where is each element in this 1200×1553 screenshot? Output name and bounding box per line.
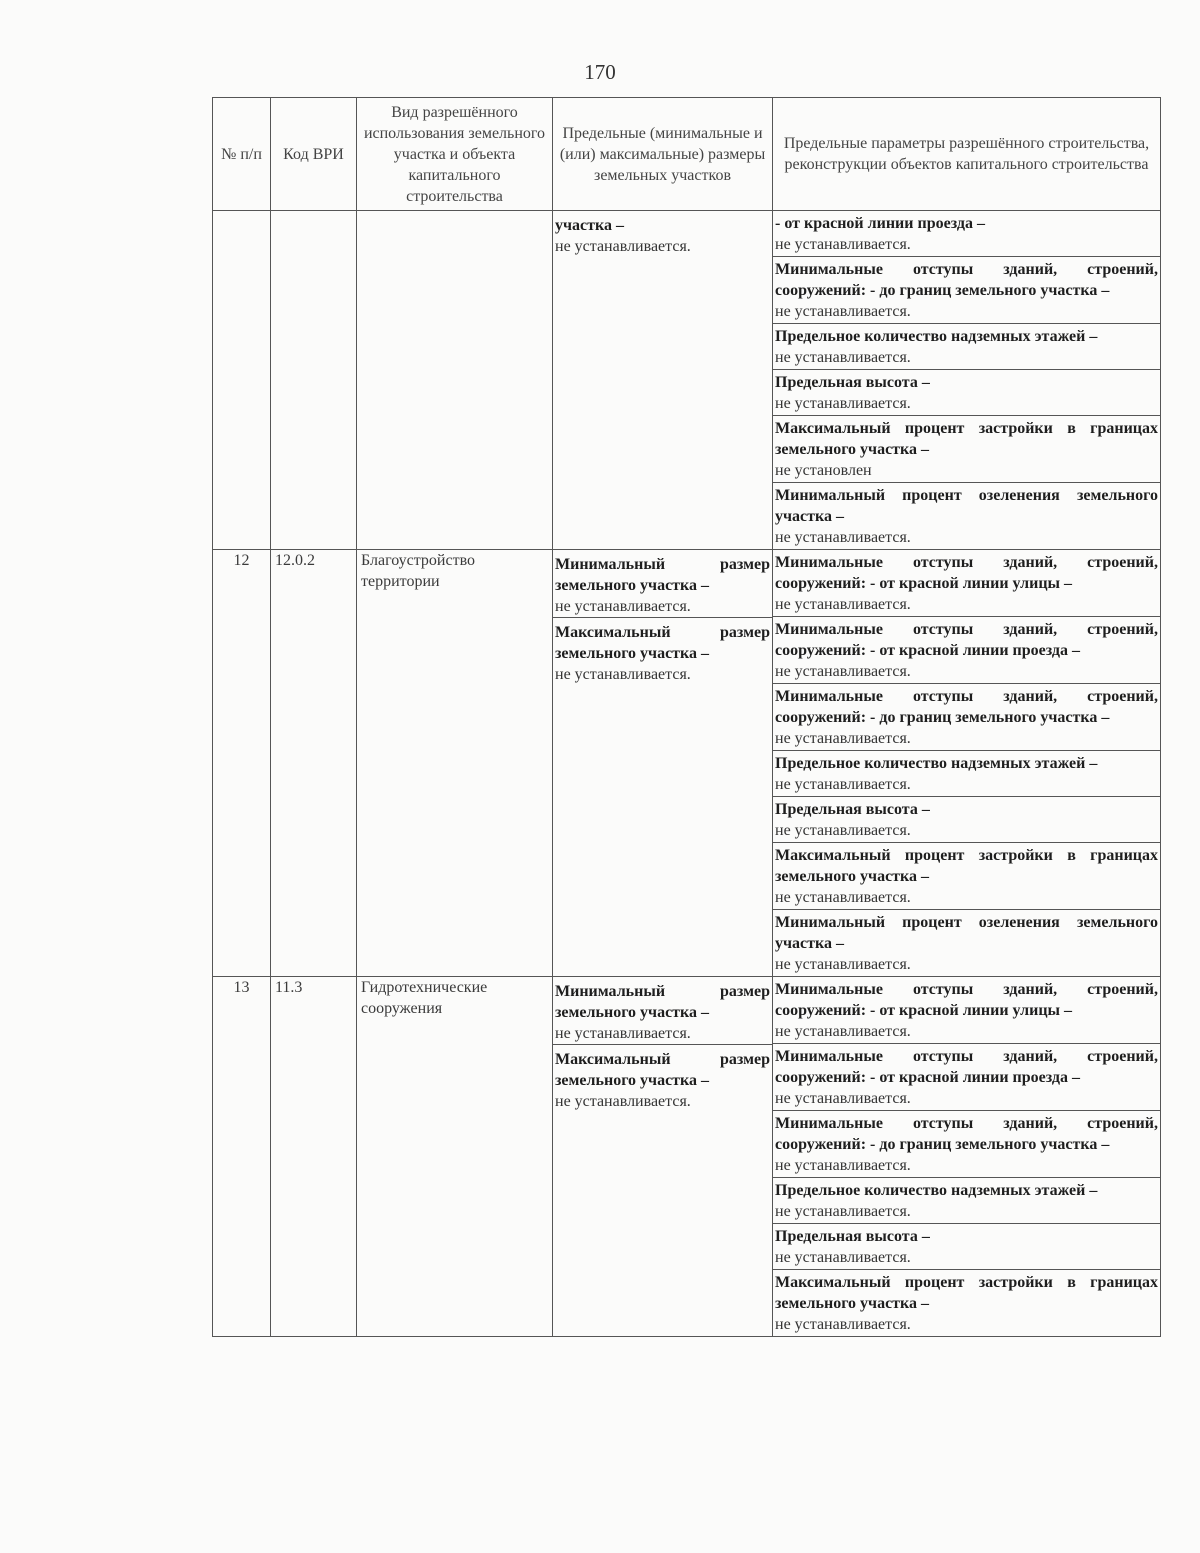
build-param-item [773, 683, 1160, 750]
build-param-label: Минимальный процент озеленения земельного участка – [775, 914, 1158, 952]
build-param-value: не устанавливается. [775, 303, 911, 320]
build-param-item [773, 796, 1160, 842]
build-param-value: не устанавливается. [775, 395, 911, 412]
build-param-item [773, 482, 1160, 549]
build-params-cell [773, 550, 1161, 977]
build-param-item [773, 415, 1160, 482]
build-param-label: Максимальный процент застройки в границах земельного участка – [775, 1274, 1158, 1312]
plot-size-item [553, 550, 772, 617]
use-kind-cell: Гидротехнические сооружения [357, 977, 553, 1337]
build-param-value: не устанавливается. [775, 1090, 911, 1107]
build-param-label: Минимальные отступы зданий, строений, сооружений: - до границ земельного участка – [775, 261, 1158, 299]
plot-size-value: не устанавливается. [555, 1025, 691, 1042]
page-number: 170 [584, 60, 616, 84]
row-number-cell: 12 [213, 550, 271, 977]
build-param-label: Предельное количество надземных этажей – [775, 1182, 1098, 1199]
plot-sizes-cell [553, 211, 773, 550]
plot-sizes-cell [553, 977, 773, 1337]
build-param-value: не устанавливается. [775, 956, 911, 973]
table-row [213, 550, 1161, 977]
plot-size-label: Минимальный размер земельного участка – [555, 556, 770, 594]
row-number-cell: 13 [213, 977, 271, 1337]
build-param-value: не устанавливается. [775, 1249, 911, 1266]
build-param-label: Минимальные отступы зданий, строений, сооружений: - от красной линии проезда – [775, 621, 1158, 659]
header-code: Код ВРИ [271, 98, 357, 211]
build-param-item [773, 369, 1160, 415]
build-param-value: не устанавливается. [775, 1203, 911, 1220]
build-param-item [773, 1223, 1160, 1269]
build-param-value: не устанавливается. [775, 663, 911, 680]
build-params-cell [773, 211, 1161, 550]
build-param-value: не устанавливается. [775, 596, 911, 613]
row-number-cell [213, 211, 271, 550]
build-param-value: не устанавливается. [775, 1023, 911, 1040]
plot-size-label: Минимальный размер земельного участка – [555, 983, 770, 1021]
plot-sizes-cell [553, 550, 773, 977]
build-param-value: не устанавливается. [775, 236, 911, 253]
build-param-item [773, 323, 1160, 369]
use-kind-cell [357, 211, 553, 550]
build-param-label: Минимальные отступы зданий, строений, сооружений: - до границ земельного участка – [775, 1115, 1158, 1153]
build-param-label: Предельная высота – [775, 374, 930, 391]
table-header-row [213, 98, 1161, 211]
build-param-value: не устанавливается. [775, 822, 911, 839]
plot-size-value: не устанавливается. [555, 1093, 691, 1110]
vri-code-cell: 12.0.2 [271, 550, 357, 977]
build-param-label: Предельная высота – [775, 1228, 930, 1245]
table-row [213, 977, 1161, 1337]
build-param-label: Минимальный процент озеленения земельного участка – [775, 487, 1158, 525]
build-param-label: Предельная высота – [775, 801, 930, 818]
plot-size-label: Максимальный размер земельного участка – [555, 624, 770, 662]
build-param-value: не устанавливается. [775, 776, 911, 793]
build-param-label: Предельное количество надземных этажей – [775, 755, 1098, 772]
vri-code-cell [271, 211, 357, 550]
plot-size-value: не устанавливается. [555, 666, 691, 683]
plot-size-label: Максимальный размер земельного участка – [555, 1051, 770, 1089]
build-param-label: Минимальные отступы зданий, строений, сооружений: - от красной линии улицы – [775, 981, 1158, 1019]
build-param-label: Максимальный процент застройки в границах земельного участка – [775, 847, 1158, 885]
build-param-label: Минимальные отступы зданий, строений, сооружений: - до границ земельного участка – [775, 688, 1158, 726]
plot-size-item [553, 977, 772, 1044]
build-param-item [773, 1177, 1160, 1223]
build-param-label: - от красной линии проезда – [775, 215, 985, 232]
header-sizes: Предельные (минимальные и (или) максимальные) размеры земельных участков [553, 98, 773, 211]
build-param-value: не устанавливается. [775, 730, 911, 747]
build-param-item [773, 1043, 1160, 1110]
build-param-item [773, 1269, 1160, 1336]
build-param-label: Минимальные отступы зданий, строений, сооружений: - от красной линии улицы – [775, 554, 1158, 592]
build-param-value: не устанавливается. [775, 1316, 911, 1333]
build-param-item [773, 909, 1160, 976]
build-param-item [773, 977, 1160, 1043]
build-param-value: не устанавливается. [775, 889, 911, 906]
vri-code-cell: 11.3 [271, 977, 357, 1337]
build-param-item [773, 1110, 1160, 1177]
plot-size-label: участка – [555, 217, 624, 234]
build-param-item [773, 750, 1160, 796]
plot-size-item [553, 617, 772, 685]
plot-size-value: не устанавливается. [555, 238, 691, 255]
table-row [213, 211, 1161, 550]
build-param-label: Максимальный процент застройки в границах земельного участка – [775, 420, 1158, 458]
table-body [213, 211, 1161, 1337]
land-use-table [212, 97, 1161, 1337]
build-param-value: не устанавливается. [775, 349, 911, 366]
header-num: № п/п [213, 98, 271, 211]
build-param-label: Минимальные отступы зданий, строений, сооружений: - от красной линии проезда – [775, 1048, 1158, 1086]
build-param-item [773, 550, 1160, 616]
build-param-value: не устанавливается. [775, 529, 911, 546]
build-param-item [773, 842, 1160, 909]
header-params: Предельные параметры разрешённого строительства, реконструкции объектов капитального строительства [773, 98, 1161, 211]
plot-size-value: не устанавливается. [555, 598, 691, 615]
build-param-item [773, 211, 1160, 256]
build-param-item [773, 256, 1160, 323]
use-kind-cell: Благоустройство территории [357, 550, 553, 977]
build-param-label: Предельное количество надземных этажей – [775, 328, 1098, 345]
header-kind: Вид разрешённого использования земельного участка и объекта капитального строительства [357, 98, 553, 211]
build-param-value: не устанавливается. [775, 1157, 911, 1174]
build-param-value: не установлен [775, 462, 872, 479]
plot-size-item [553, 1044, 772, 1112]
plot-size-item [553, 211, 772, 257]
build-params-cell [773, 977, 1161, 1337]
build-param-item [773, 616, 1160, 683]
